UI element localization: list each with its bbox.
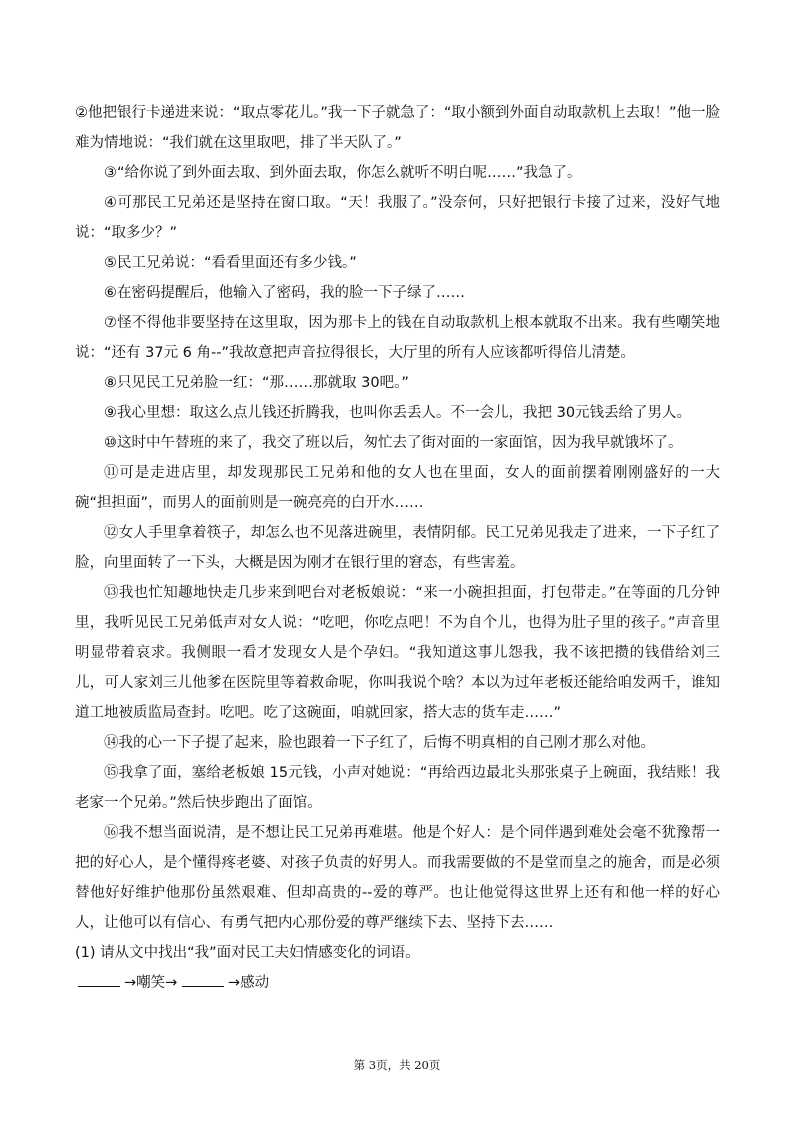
page-footer: 第 3页，共 20页	[353, 1058, 441, 1072]
answer-blank-2[interactable]	[182, 972, 224, 987]
answer-line	[75, 968, 720, 998]
answer-arrow-2: →感动	[227, 975, 270, 991]
question-1: (1) 请从文中找出“我”面对民工夫妇情感变化的词语。	[75, 945, 420, 961]
paragraph-10: ⑩这时中午替班的来了，我交了班以后，匆忙去了街对面的一家面馆，因为我早就饿坏了。	[104, 435, 683, 451]
paragraph-9: ⑨我心里想：取这么点儿钱还折腾我，也叫你丢丢人。不一会儿，我把 30元钱丢给了男人。	[104, 405, 692, 421]
paragraph-6: ⑥在密码提醒后，他输入了密码，我的脸一下子绿了……	[104, 285, 465, 301]
paragraph-5: ⑤民工兄弟说：“看看里面还有多少钱。”	[104, 255, 357, 271]
paragraph-16: ⑯我不想当面说清，是不想让民工兄弟再难堪。他是个好人：是个同伴遇到难处会毫不犹豫帮一把的好心人，是个懂得疼老婆、对孩子负责的好男人。而我需要做的不是堂而皇之的施舍，而是必须替他好好维护他那份虽然艰难、但却高贵的--爱的尊严。也让他觉得这世界上还有和他一样的好心人，让他可以有信心、有勇气把内心那份爱的尊严继续下去、坚持下去……	[75, 825, 720, 931]
paragraph-7: ⑦怪不得他非要坚持在这里取，因为那卡上的钱在自动取款机上根本就取不出来。我有些嘲笑地说：“还有 37元 6 角--”我故意把声音拉得很长，大厅里的所有人应该都听得倍儿清楚。	[75, 315, 720, 361]
paragraph-14: ⑭我的心一下子提了起来，脸也跟着一下子红了，后悔不明真相的自己刚才那么对他。	[104, 735, 655, 751]
document-body	[75, 98, 720, 998]
paragraph-12: ⑫女人手里拿着筷子，却怎么也不见落进碗里，表情阴郁。民工兄弟见我走了进来，一下子红了脸，向里面转了一下头，大概是因为刚才在银行里的窘态，有些害羞。	[75, 525, 720, 571]
paragraph-4: ④可那民工兄弟还是坚持在窗口取。“天！我服了。”没奈何，只好把银行卡接了过来，没好气地说：“取多少？”	[75, 195, 720, 241]
paragraph-13: ⑬我也忙知趣地快走几步来到吧台对老板娘说：“来一小碗担担面，打包带走。”在等面的几分钟里，我听见民工兄弟低声对女人说：“吃吧，你吃点吧！不为自个儿，也得为肚子里的孩子。”声音里明显带着哀求。我侧眼一看才发现女人是个孕妇。“我知道这事儿怨我，我不该把攒的钱借给刘三儿，可人家刘三儿他爹在医院里等着救命呢，你叫我说个啥？本以为过年老板还能给咱发两千，谁知道工地被质监局查封。吃吧。吃了这碗面，咱就回家，搭大志的货车走……”	[75, 585, 720, 721]
paragraph-3: ③“给你说了到外面去取、到外面去取，你怎么就听不明白呢……”我急了。	[104, 165, 582, 181]
paragraph-15: ⑮我拿了面，塞给老板娘 15元钱，小声对她说：“再给西边最北头那张桌子上碗面，我结账！我老家一个兄弟。”然后快步跑出了面馆。	[75, 765, 720, 811]
answer-blank-1[interactable]	[78, 972, 120, 987]
paragraph-11: ⑪可是走进店里，却发现那民工兄弟和他的女人也在里面，女人的面前摆着刚刚盛好的一大碗“担担面”，而男人的面前则是一碗亮亮的白开水……	[75, 465, 720, 511]
paragraph-8: ⑧只见民工兄弟脸一红：“那……那就取 30吧。”	[104, 375, 409, 391]
paragraph-2: ②他把银行卡递进来说：“取点零花儿。”我一下子就急了：“取小额到外面自动取款机上去取！”他一脸难为情地说：“我们就在这里取吧，排了半天队了。”	[75, 105, 720, 151]
answer-arrow-1: →嘲笑→	[124, 975, 178, 991]
